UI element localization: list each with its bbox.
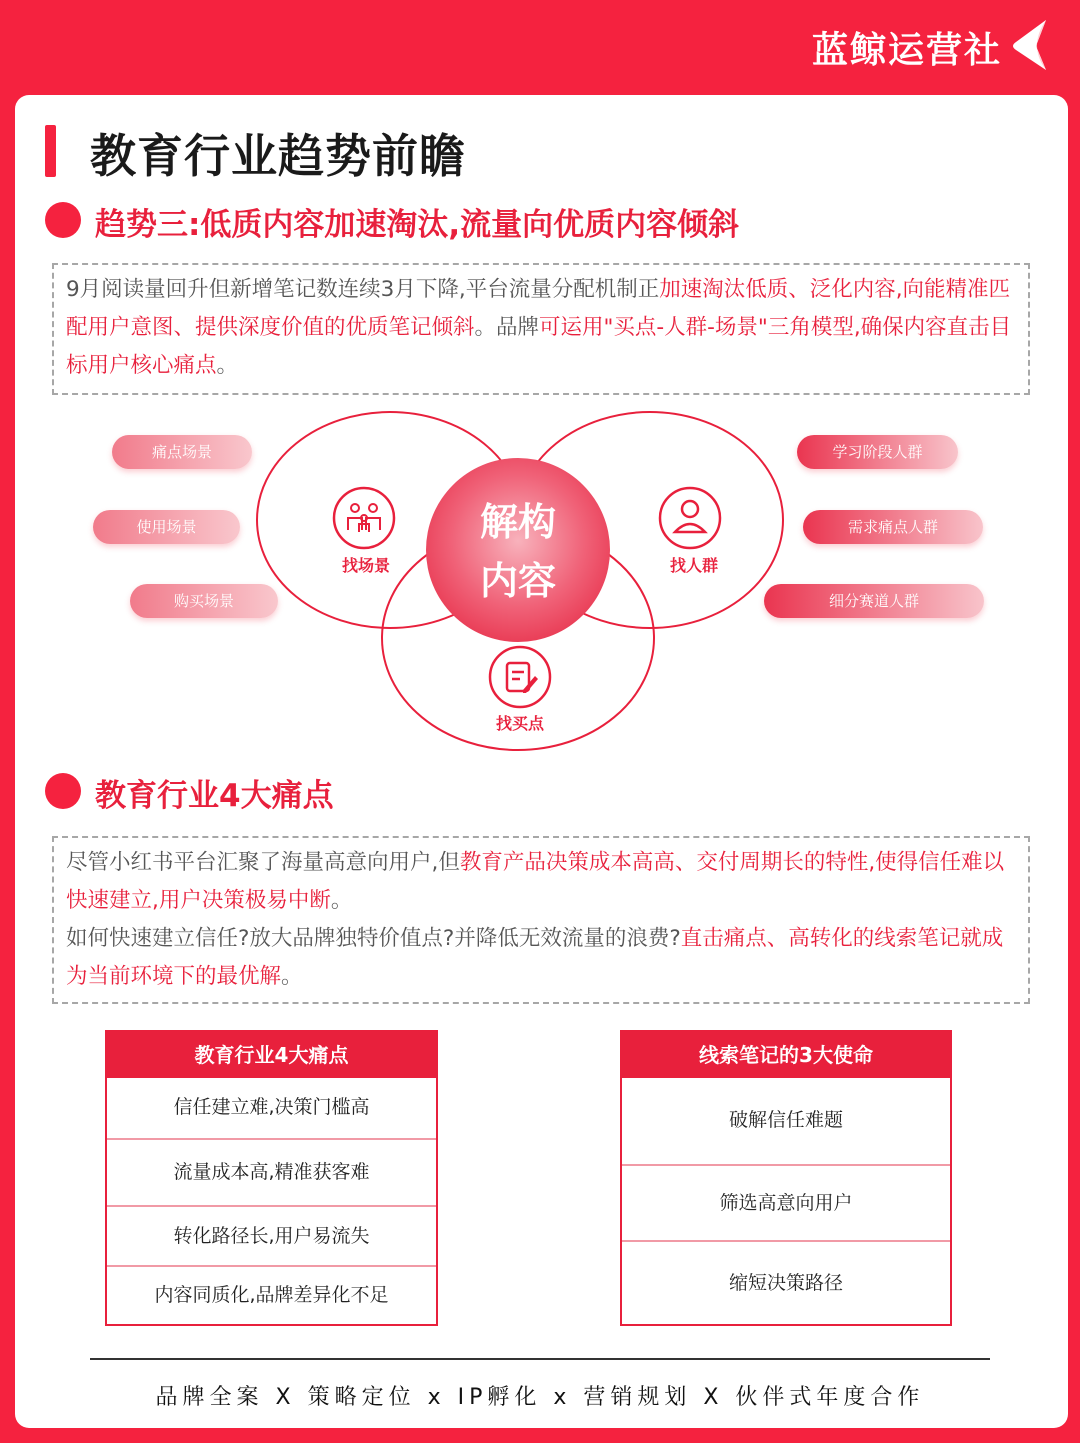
brand-name: 蓝鲸运营社 xyxy=(811,30,1002,71)
table-row: 破解信任难题 xyxy=(728,1109,843,1131)
trend-highlight: 可运用"买点-人群-场景"三角模型,确保内容直击目标用户核心痛点 xyxy=(66,315,1012,378)
pain-answer: 直击痛点、高转化的线索笔记就成为当前环境下的最优解 xyxy=(66,926,1004,989)
section-dot-icon xyxy=(45,202,81,238)
table-row: 缩短决策路径 xyxy=(622,1240,950,1324)
pain-text: 尽管小红书平台汇聚了海量高意向用户,但 xyxy=(66,850,460,875)
pill-study-stage: 学习阶段人群 xyxy=(797,435,958,469)
trend-heading: 趋势三:低质内容加速淘汰,流量向优质内容倾斜 xyxy=(95,207,740,243)
trend-text: 。品牌 xyxy=(474,315,540,340)
pain-textbox xyxy=(52,836,1030,1004)
lead-note-missions-table xyxy=(620,1030,952,1326)
family-icon xyxy=(334,488,394,548)
table-header: 教育行业4大痛点 xyxy=(107,1032,436,1078)
table-row: 内容同质化,品牌差异化不足 xyxy=(107,1265,436,1324)
pain-text: 。 xyxy=(330,888,353,913)
section-dot-icon xyxy=(45,773,81,809)
people-label: 找人群 xyxy=(669,556,719,575)
pain-question: 如何快速建立信任?放大品牌独特价值点?并降低无效流量的浪费? xyxy=(66,926,681,951)
table-row: 信任建立难,决策门槛高 xyxy=(173,1096,370,1118)
whale-logo-icon xyxy=(1006,16,1054,74)
center-line2: 内容 xyxy=(479,559,557,603)
pain-highlight: 教育产品决策成本高高、交付周期长的特性,使得信任难以快速建立,用户决策极易中断 xyxy=(66,850,1005,913)
table-header: 线索笔记的3大使命 xyxy=(622,1032,950,1078)
footer-services: 品牌全案 X 策略定位 x IP孵化 x 营销规划 X 伙伴式年度合作 xyxy=(155,1385,925,1410)
pill-use-scene: 使用场景 xyxy=(93,510,240,544)
buy-label: 找买点 xyxy=(495,714,545,733)
pill-need-pain: 需求痛点人群 xyxy=(803,510,983,544)
pain-text: 。 xyxy=(281,964,303,989)
table-row: 筛选高意向用户 xyxy=(622,1164,950,1240)
center-line1: 解构 xyxy=(479,500,557,544)
trend-highlight: 加速淘汰低质、泛化内容,向能精准匹配用户意图、提供深度价值的优质笔记倾斜 xyxy=(66,277,1011,340)
pain-points-table xyxy=(105,1030,438,1326)
user-icon xyxy=(660,488,720,548)
trend-text: 。 xyxy=(216,353,239,378)
table-row: 转化路径长,用户易流失 xyxy=(107,1205,436,1265)
trend-textbox xyxy=(52,263,1030,395)
scene-label: 找场景 xyxy=(341,556,391,575)
note-edit-icon xyxy=(490,647,550,707)
footer-divider xyxy=(90,1358,990,1360)
pill-segment: 细分赛道人群 xyxy=(764,584,984,618)
pill-buy-scene: 购买场景 xyxy=(130,584,278,618)
center-circle xyxy=(426,458,610,642)
table-row: 流量成本高,精准获客难 xyxy=(107,1138,436,1205)
trend-text: 9月阅读量回升但新增笔记数连续3月下降,平台流量分配机制正 xyxy=(66,277,660,302)
pain-heading: 教育行业4大痛点 xyxy=(95,778,334,814)
page-title: 教育行业趋势前瞻 xyxy=(90,129,466,183)
pill-pain-scene: 痛点场景 xyxy=(112,435,252,469)
title-accent-bar xyxy=(45,125,56,177)
